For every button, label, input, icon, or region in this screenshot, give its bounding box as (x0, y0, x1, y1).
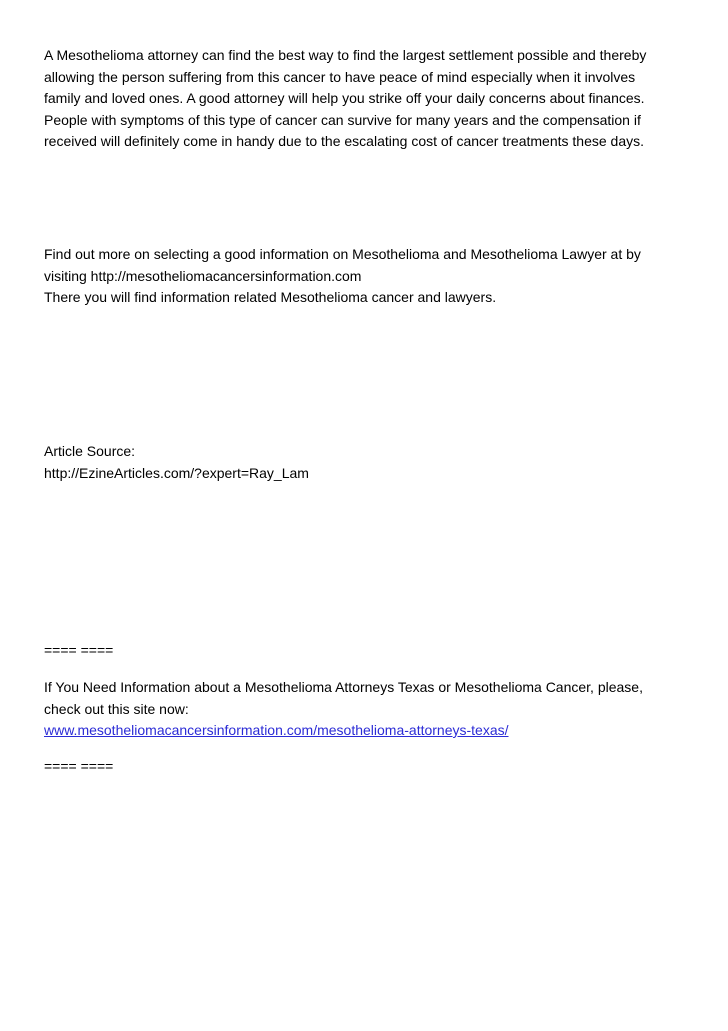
text-line: Find out more on selecting a good information on Mesothelioma and Mesothelioma Lawyer at by (44, 246, 641, 262)
text-line: There you will find information related Mesothelioma cancer and lawyers. (44, 289, 497, 305)
divider-top (44, 640, 694, 662)
text-line: If You Need Information about a Mesothelioma Attorneys Texas or Mesothelioma Cancer, please, (44, 679, 643, 695)
text-line: received will definitely come in handy due to the escalating cost of cancer treatments these days. (44, 133, 644, 149)
divider-bottom (44, 756, 694, 778)
text-line: allowing the person suffering from this cancer to have peace of mind especially when it involves (44, 68, 636, 85)
divider-text: ==== ==== (44, 758, 114, 774)
site-link[interactable]: www.mesotheliomacancersinformation.com/mesothelioma-attorneys-texas/ (44, 722, 509, 738)
text-line: family and loved ones. A good attorney will help you strike off your daily concerns about finances. (44, 90, 645, 106)
more-info-paragraph (44, 244, 694, 309)
article-source-label: Article Source: (44, 443, 136, 459)
text-line: check out this site now: (44, 700, 189, 717)
text-line: visiting http://mesotheliomacancersinformation.com (44, 267, 362, 284)
text-line: A Mesothelioma attorney can find the best way to find the largest settlement possible and thereby (44, 47, 647, 63)
article-source (44, 441, 694, 484)
intro-paragraph (44, 45, 694, 153)
site-recommendation-paragraph (44, 677, 694, 742)
text-line: People with symptoms of this type of cancer can survive for many years and the compensation if (44, 111, 641, 128)
divider-text: ==== ==== (44, 642, 114, 658)
article-source-url: http://EzineArticles.com/?expert=Ray_Lam (44, 464, 309, 481)
